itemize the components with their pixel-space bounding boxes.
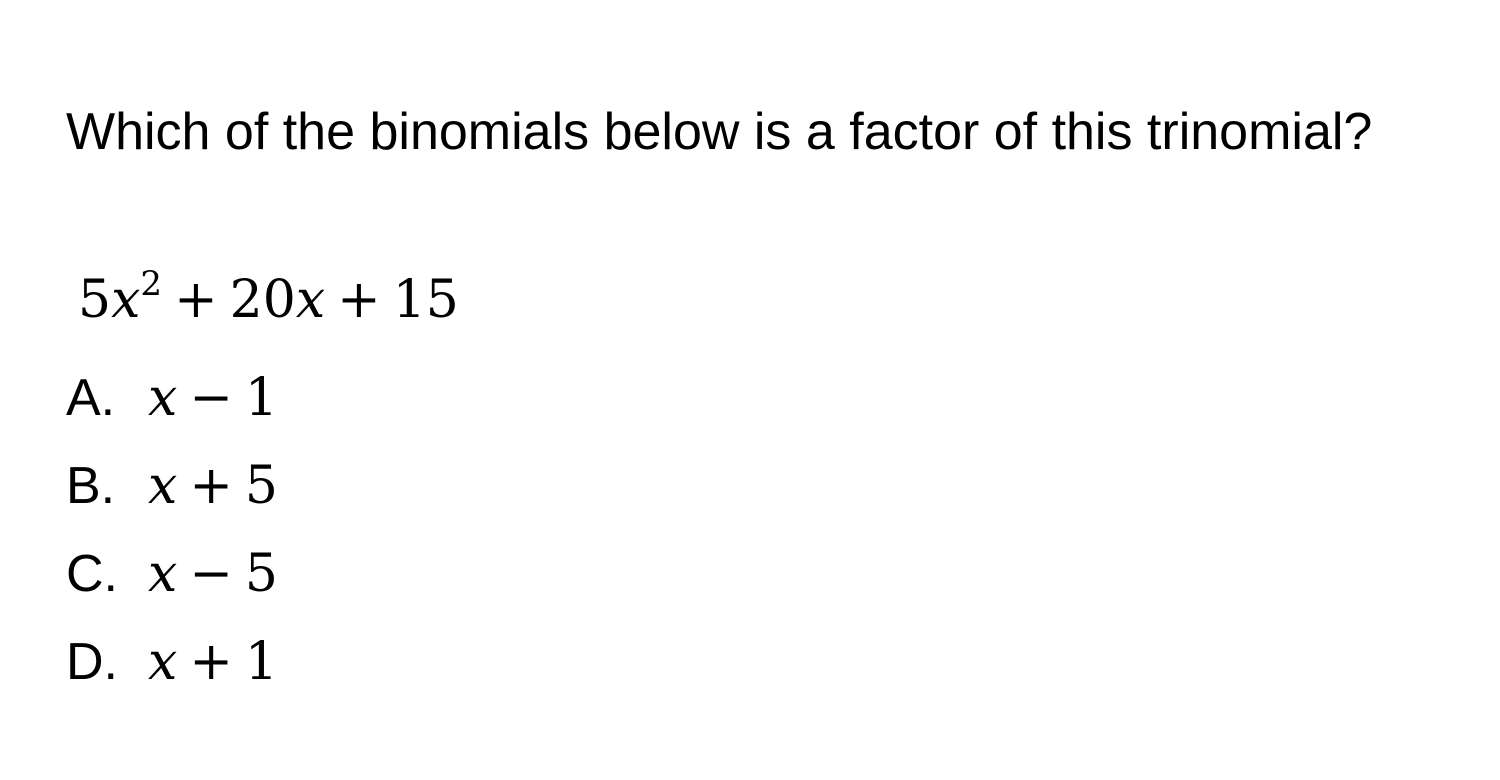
option-operator: − [189,544,233,604]
trinomial-variable: x [111,270,141,330]
option-c[interactable] [66,530,278,618]
option-letter: D. [66,633,118,691]
option-expression [148,368,278,428]
option-operator: + [189,456,233,516]
option-expression [148,456,278,516]
option-letter: A. [66,369,116,427]
trinomial-exponent: 2 [140,264,163,304]
option-a[interactable] [66,354,278,442]
option-number: 1 [244,368,278,428]
option-letter: B. [66,457,116,515]
option-letter: C. [66,545,118,603]
option-variable: x [148,632,178,692]
trinomial-constant: 15 [392,270,459,330]
option-variable: x [148,544,178,604]
answer-options [66,354,278,706]
option-operator: − [189,368,233,428]
option-variable: x [148,368,178,428]
option-number: 5 [244,456,278,516]
option-expression [148,632,278,692]
trinomial-operator: + [337,270,381,330]
option-b[interactable] [66,442,278,530]
option-operator: + [189,632,233,692]
option-variable: x [148,456,178,516]
trinomial-coefficient: 20 [229,270,296,330]
trinomial-variable: x [295,270,326,330]
option-number: 1 [244,632,278,692]
option-d[interactable] [66,618,278,706]
question-text: Which of the binomials below is a factor of this trinomial? [66,103,1373,161]
option-number: 5 [244,544,278,604]
option-expression [148,544,278,604]
trinomial-operator: + [174,270,218,330]
trinomial-coefficient: 5 [78,270,112,330]
trinomial-expression [78,264,459,332]
